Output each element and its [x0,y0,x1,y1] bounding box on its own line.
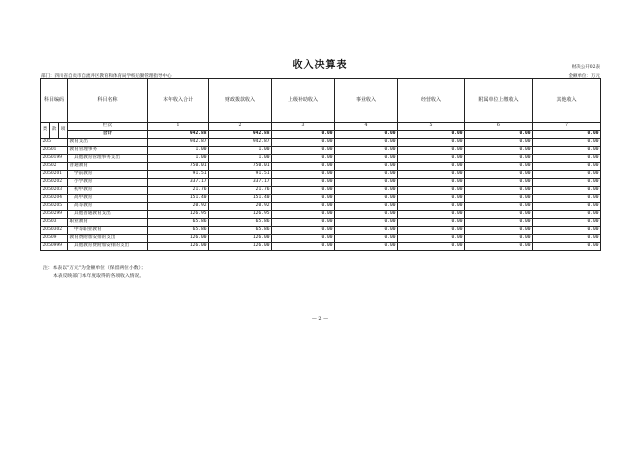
subject-name: 高等教育 [68,203,148,211]
table-row [41,211,601,219]
amount-cell: 0.00 [465,155,533,163]
amount-cell: 0.00 [272,211,335,219]
header-col: 附属单位上缴收入 [465,79,533,123]
amount-cell: 0.00 [272,227,335,235]
amount-cell: 0.00 [398,211,465,219]
header-col: 本年收入合计 [148,79,209,123]
table-row [41,243,601,251]
col-number: 4 [335,123,398,131]
total-value: 942.88 [148,131,209,139]
amount-cell: 91.51 [148,171,209,179]
amount-cell: 1.00 [148,155,209,163]
amount-cell: 0.00 [398,163,465,171]
amount-cell: 126.95 [209,211,272,219]
amount-cell: 0.00 [272,139,335,147]
amount-cell: 942.87 [209,139,272,147]
amount-cell: 0.00 [533,163,601,171]
subject-code: 20509 [41,235,68,243]
amount-cell: 65.86 [209,219,272,227]
amount-cell: 0.00 [465,187,533,195]
subject-name: 高中教育 [68,195,148,203]
amount-cell: 0.00 [335,155,398,163]
amount-cell: 0.00 [465,147,533,155]
amount-cell: 0.00 [533,219,601,227]
amount-cell: 0.00 [465,179,533,187]
amount-cell: 0.00 [533,227,601,235]
table-row [41,195,601,203]
col-number: 1 [148,123,209,131]
amount-cell: 0.00 [335,139,398,147]
subject-code: 2050205 [41,203,68,211]
footnote-line: 注：本表以"万元"为金额单位（保留两位小数）； [43,266,146,271]
amount-cell: 0.00 [465,235,533,243]
subject-name: 中等职业教育 [68,227,148,235]
subject-code: 2050299 [41,211,68,219]
header-col: 事业收入 [335,79,398,123]
lanci-label: 栏次 [68,123,148,131]
amount-cell: 0.00 [465,171,533,179]
table-row [41,147,601,155]
amount-cell: 20.92 [148,203,209,211]
amount-cell: 0.00 [335,171,398,179]
total-value: 0.00 [398,131,465,139]
amount-cell: 151.40 [148,195,209,203]
amount-cell: 337.17 [148,179,209,187]
amount-cell: 0.00 [533,179,601,187]
amount-cell: 0.00 [272,243,335,251]
amount-cell: 0.00 [398,243,465,251]
amount-cell: 65.86 [148,227,209,235]
amount-cell: 0.00 [335,219,398,227]
amount-cell: 0.00 [533,211,601,219]
header-col: 其他收入 [533,79,601,123]
amount-cell: 0.00 [533,147,601,155]
footnotes [43,265,146,281]
amount-cell: 0.00 [533,171,601,179]
amount-cell: 0.00 [398,187,465,195]
amount-cell: 0.00 [533,195,601,203]
col-number: 2 [209,123,272,131]
amount-unit: 金额单位：万元 [568,74,600,79]
subject-name: 普通教育 [68,163,148,171]
amount-cell: 0.00 [335,187,398,195]
table-row [41,139,601,147]
table-row [41,163,601,171]
amount-cell: 0.00 [533,139,601,147]
amount-cell: 0.00 [533,243,601,251]
amount-cell: 0.00 [465,163,533,171]
total-value: 0.00 [533,131,601,139]
total-value: 0.00 [465,131,533,139]
amount-cell: 0.00 [398,171,465,179]
col-number: 3 [272,123,335,131]
amount-cell: 0.00 [465,211,533,219]
amount-cell: 0.00 [335,147,398,155]
amount-cell: 0.00 [272,147,335,155]
total-value: 0.00 [335,131,398,139]
amount-cell: 0.00 [398,147,465,155]
amount-cell: 0.00 [335,179,398,187]
subject-name: 其他教育费附加安排的支出 [68,243,148,251]
amount-cell: 0.00 [398,203,465,211]
subject-code: 20502 [41,163,68,171]
subject-name: 初中教育 [68,187,148,195]
amount-cell: 0.00 [272,163,335,171]
subject-code: 2050203 [41,187,68,195]
amount-cell: 0.00 [465,219,533,227]
amount-cell: 750.01 [148,163,209,171]
report-title: 收入决算表 [292,60,348,71]
header-section: 款 [50,123,59,139]
page-number: — 2 — [311,316,329,322]
income-table [40,78,601,251]
subject-name: 教育支出 [68,139,148,147]
amount-cell: 65.86 [148,219,209,227]
amount-cell: 942.87 [148,139,209,147]
table-row [41,155,601,163]
subject-code: 2050204 [41,195,68,203]
amount-cell: 0.00 [533,203,601,211]
amount-cell: 0.00 [335,203,398,211]
amount-cell: 0.00 [335,243,398,251]
header-item: 项 [59,123,68,139]
table-row [41,227,601,235]
amount-cell: 0.00 [272,155,335,163]
amount-cell: 21.76 [148,187,209,195]
subject-code: 2050302 [41,227,68,235]
amount-cell: 0.00 [272,187,335,195]
amount-cell: 1.00 [148,147,209,155]
header-class: 类 [41,123,50,139]
amount-cell: 0.00 [398,235,465,243]
header-col: 上级补助收入 [272,79,335,123]
col-number: 5 [398,123,465,131]
subject-name: 教育管理事务 [68,147,148,155]
total-value: 0.00 [272,131,335,139]
subject-code: 20501 [41,147,68,155]
department-label: 部门：四川省自贡市自流井区教育和体育局学校后勤管理指导中心 [41,74,172,79]
amount-cell: 65.86 [209,227,272,235]
subject-code: 205 [41,139,68,147]
subject-name: 其他教育管理事务支出 [68,155,148,163]
total-row [41,131,601,139]
amount-cell: 0.00 [398,139,465,147]
amount-cell: 0.00 [335,211,398,219]
amount-cell: 0.00 [533,155,601,163]
amount-cell: 0.00 [398,179,465,187]
col-number: 6 [465,123,533,131]
header-col: 经营收入 [398,79,465,123]
header-col: 财政拨款收入 [209,79,272,123]
amount-cell: 126.00 [209,235,272,243]
total-value: 942.88 [209,131,272,139]
amount-cell: 750.01 [209,163,272,171]
subject-name: 其他普通教育支出 [68,211,148,219]
subject-code: 2050201 [41,171,68,179]
table-row [41,179,601,187]
total-label: 合计 [68,131,148,139]
table-row [41,235,601,243]
amount-cell: 0.00 [335,235,398,243]
amount-cell: 0.00 [335,163,398,171]
footnote-line: 本表反映部门本年度取得的各项收入情况。 [53,274,145,279]
table-row [41,219,601,227]
amount-cell: 0.00 [465,227,533,235]
amount-cell: 126.00 [148,243,209,251]
amount-cell: 1.00 [209,155,272,163]
amount-cell: 0.00 [398,195,465,203]
amount-cell: 0.00 [398,219,465,227]
amount-cell: 337.17 [209,179,272,187]
amount-cell: 0.00 [272,235,335,243]
lanci-row [41,123,601,131]
amount-cell: 0.00 [272,219,335,227]
amount-cell: 0.00 [465,195,533,203]
form-number: 财决公开02表 [571,65,600,70]
amount-cell: 0.00 [533,187,601,195]
header-name: 科目名称 [68,79,148,123]
amount-cell: 0.00 [465,139,533,147]
header-code: 科目编码 [41,79,68,123]
table-row [41,171,601,179]
amount-cell: 0.00 [272,195,335,203]
table-header-row [41,79,601,123]
subject-code: 2050202 [41,179,68,187]
amount-cell: 0.00 [272,179,335,187]
amount-cell: 0.00 [533,235,601,243]
amount-cell: 151.40 [209,195,272,203]
amount-cell: 0.00 [272,171,335,179]
amount-cell: 0.00 [335,195,398,203]
col-number: 7 [533,123,601,131]
table-row [41,187,601,195]
amount-cell: 126.00 [209,243,272,251]
amount-cell: 0.00 [465,243,533,251]
amount-cell: 0.00 [398,155,465,163]
amount-cell: 1.00 [209,147,272,155]
table-row [41,203,601,211]
subject-name: 学前教育 [68,171,148,179]
amount-cell: 20.92 [209,203,272,211]
subject-name: 职业教育 [68,219,148,227]
amount-cell: 21.76 [209,187,272,195]
subject-code: 20503 [41,219,68,227]
subject-name: 教育费附加安排的支出 [68,235,148,243]
amount-cell: 0.00 [335,227,398,235]
subject-code: 2050199 [41,155,68,163]
amount-cell: 0.00 [272,203,335,211]
amount-cell: 91.51 [209,171,272,179]
subject-name: 小学教育 [68,179,148,187]
amount-cell: 126.95 [148,211,209,219]
subject-code: 2050999 [41,243,68,251]
amount-cell: 0.00 [465,203,533,211]
amount-cell: 0.00 [398,227,465,235]
amount-cell: 126.00 [148,235,209,243]
